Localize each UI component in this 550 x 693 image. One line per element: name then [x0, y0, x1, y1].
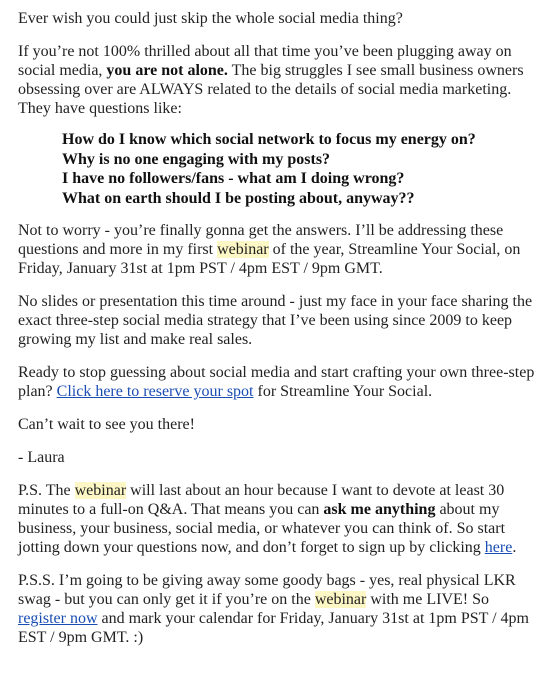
- struggles-text-end: The big struggles I see small business owners obsessing over are ALWAYS related to the details of social media marketing. They have questions like:: [18, 62, 524, 117]
- reserve-spot-link[interactable]: Click here to reserve your spot: [56, 383, 254, 400]
- ask-me-anything-emphasis: ask me anything: [323, 501, 436, 518]
- question-item: What on earth should I be posting about, anyway??: [62, 189, 415, 207]
- answers-text-end: of the year, Streamline Your Social, on Friday, January 31st at 1pm PST / 4pm EST / 9pm GMT.: [18, 241, 521, 277]
- pss-text: P.S.S. I’m going to be giving away some goody bags - yes, real physical LKR swag - but you can only get it if you’re on the: [18, 572, 516, 608]
- cta-paragraph: [18, 363, 538, 401]
- answers-paragraph: [18, 221, 538, 278]
- cta-text: Ready to stop guessing about social media and start crafting your own three-step plan?: [18, 364, 535, 400]
- ps-text-end: .: [512, 539, 517, 556]
- pss-text-end: and mark your calendar for Friday, January 31st at 1pm PST / 4pm EST / 9pm GMT. :): [18, 610, 529, 646]
- ps-paragraph: [18, 481, 538, 557]
- questions-list: [62, 130, 538, 208]
- question-item: Why is no one engaging with my posts?: [62, 150, 331, 168]
- strategy-paragraph: No slides or presentation this time around - just my face in your face sharing the exact three-step social media strategy that I’ve been using since 2009 to keep growing my list and make real sales.: [18, 293, 533, 348]
- ps-text-mid: will last about an hour because I want to devote at least 30 minutes to a full-on Q&A. That means you can: [18, 482, 505, 518]
- pss-text-mid: with me LIVE! So: [366, 591, 490, 608]
- ps-text: P.S. The: [18, 482, 75, 499]
- answers-text: Not to worry - you’re finally gonna get the answers. I’ll be addressing these questions and more in my first: [18, 222, 504, 258]
- question-item: I have no followers/fans - what am I doing wrong?: [62, 170, 405, 187]
- struggles-paragraph: [18, 42, 538, 118]
- cta-text-end: for Streamline Your Social.: [253, 383, 433, 400]
- webinar-highlight: webinar: [314, 591, 367, 608]
- register-now-link[interactable]: register now: [18, 610, 98, 627]
- webinar-highlight: webinar: [74, 482, 127, 499]
- pss-paragraph: [18, 571, 538, 647]
- signup-here-link[interactable]: here: [484, 539, 513, 556]
- closing-line: Can’t wait to see you there!: [18, 416, 195, 433]
- not-alone-emphasis: you are not alone.: [106, 62, 228, 79]
- signature: - Laura: [18, 449, 65, 466]
- question-item: How do I know which social network to focus my energy on?: [62, 131, 476, 148]
- ps-text-cont: about my business, your business, social media, or whatever you can think of. So start jotting down your questions now, and don’t forget to sign up by clicking: [18, 501, 506, 556]
- webinar-highlight: webinar: [217, 241, 269, 258]
- struggles-text: If you’re not 100% thrilled about all that time you’ve been plugging away on social media,: [18, 43, 512, 79]
- intro-paragraph: Ever wish you could just skip the whole social media thing?: [18, 10, 403, 27]
